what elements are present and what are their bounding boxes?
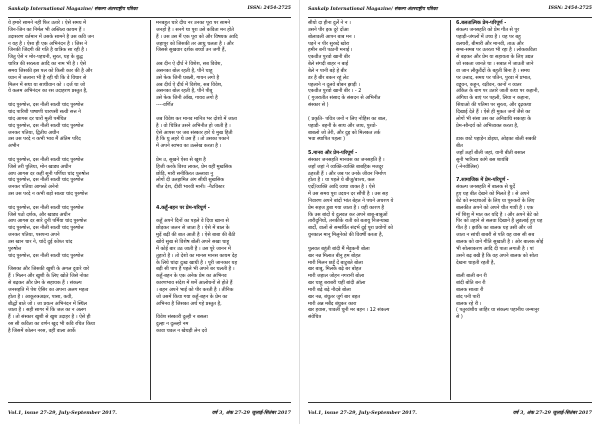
- text-line: मनबहूत चारे दीध नर उनका पूरा पर सामने: [156, 20, 231, 26]
- text-line: खर बाबू, मिलके बढ़े बर बोहत: [308, 266, 362, 273]
- text-line: भवा स्थापित पहला ): [308, 136, 345, 143]
- text-line: जो उसमें किया गया कहूँ-बहन के प्रेम का: [156, 293, 228, 300]
- text-column-2: [156, 20, 292, 335]
- text-line: के लिये चांदा दुःख खाधी है । पूरी जानकार यह: [156, 259, 238, 266]
- text-line: हुए यह बीत देखने को मिलते हैं । से अपने: [456, 191, 530, 198]
- text-line: में कोई बार उठ जाती है । उस पूरे जानन में: [156, 245, 231, 252]
- text-line: है कि यु लहरे थे उस हैं । तो उसका पकाने: [156, 136, 230, 143]
- header-rule: [8, 17, 291, 18]
- column-divider: [450, 20, 451, 400]
- text-line: डर है बीर बकन रहूं लेट: [308, 74, 349, 81]
- text-line: बीत: [456, 143, 463, 150]
- text-line: बांद पनी पारी: [456, 293, 480, 300]
- text-line: दिखाई देते हैं । ऐसे ही मुकत जनों जैसे का: [456, 108, 531, 115]
- footer-rule: [8, 402, 291, 403]
- text-line: खर हवास, पावली चुनी मर बहन । 12 संकल्प: [308, 307, 390, 314]
- text-line: डाक छाटे पहाड़ेन डोइया, ओड़का बोली सबकी: [456, 136, 537, 143]
- text-line: संकल्प जनसहति में बालक से धुर्दे: [456, 184, 515, 191]
- text-line: पहाड़ी-जंगलों में उच्च है । यह पर बहु: [456, 33, 521, 40]
- text-line: उस उस परदे न कभी बड़ो सात्वा चांद पुरुषोत्त: [8, 191, 88, 198]
- text-line: असनका बोल रहती है, पीने चाहू: [156, 67, 213, 74]
- text-line: समय जिसकी इस पल को किसी कार की है और: [8, 67, 93, 74]
- text-line: खर नन्न मिलात बीनु हम बोहत: [308, 252, 361, 259]
- page-footer: [8, 410, 291, 418]
- spacer: [156, 198, 292, 205]
- text-line: (-नेनवीलिस): [456, 163, 479, 170]
- text-line: जनकर पतिया, द्वितीय अधीन: [8, 129, 59, 136]
- text-line: खर चाहू बराबरी चहीं बांदी ऑला: [308, 280, 366, 287]
- text-line: हैं । उस उस मैं एक पूरा को और विषयक आदि: [156, 33, 238, 40]
- text-line: खोये सुख से विशेष बोली अपने सखा चाहू: [156, 239, 230, 245]
- text-line: युनकाल मानू मिलुनेको की विवर्षी करता है,: [308, 232, 384, 239]
- text-line: जिनकी जिंदगी की गति है यात्रिक सा रही है ।: [8, 47, 88, 54]
- text-line: अब दीन ऐ दीर्घ ने विशेश, सब विवेश,: [156, 61, 223, 68]
- text-line: न यह है । ऐसा ही एक अभिनंदन है । जिस ने: [8, 40, 88, 47]
- text-line: बालकीत अपने को अपने चीत गायी है । एक: [456, 204, 534, 211]
- text-column-1: [8, 20, 144, 335]
- page-footer: [308, 410, 592, 418]
- text-line: जिससे सुखवार दर्शक बच्चों उन जगी हैं,: [156, 47, 227, 54]
- text-line: संकल्प जनसहति को प्रेम गीत से पुर: [456, 26, 520, 33]
- section-heading: 4.कहूँ-बहन पर प्रेम-परिपूर्ण -: [156, 204, 210, 211]
- text-line: उसे फेक जिनी घबली, गायन लगो है: [156, 74, 220, 81]
- text-line: कारणभाव संदेश में शर्मे आलोचनों से होते हैं: [156, 280, 233, 287]
- text-line: जहाँ ऊहाँ बीली जहां, यानी बीती बसाल: [456, 150, 526, 157]
- issn-label: ISSN: 2454-2725: [247, 6, 291, 11]
- text-line: बालक को वाने गीति सुखाती है । ओर बालक सोई: [456, 239, 544, 245]
- text-line: सीयो दा हीना दुर्ले ने न ।: [308, 20, 351, 26]
- text-line: मुड़ें बढ़ीं की बात आती है । ऐसे बाबा की बैठी: [156, 232, 236, 239]
- text-line: कावा चवल न खेचड़ी लेन दवे: [156, 327, 207, 334]
- text-line: संस्कार जनसहति मानवस का जनसहति हैं ।: [308, 156, 385, 163]
- text-line: एकवीत पुरवो खानी बीर । - 2: [308, 88, 362, 95]
- text-line: मिलन में सथा या साथीवान को । दर्ज था जो: [8, 81, 85, 88]
- text-line: हैं । मिलन और खुशी के लिए खोते जिसे नोका: [8, 273, 89, 280]
- text-line: मारी अन्न मबैंद बंधुकर कारा: [308, 300, 357, 307]
- text-line: पिर को उहाने से सलवा दिखाने है लुडलाई हुए यह: [456, 218, 543, 225]
- text-line: कि उस बांदों ये दुलवत कर अपने बाबू-बाबुओं: [308, 211, 388, 218]
- spacer: [156, 191, 292, 198]
- text-line: जहापुर को जिसकी तर आधु चलता है । और: [156, 40, 234, 47]
- text-line: चांद पुरुषोत्त, दस नीली सात्वी चांद पुरुषोत्त: [8, 252, 84, 259]
- text-line: पड़ने न पीर सुरब्दे खोरा: [308, 40, 350, 47]
- text-line: होता है । आकूरुत्रअक्षर, पासा, कवी,: [8, 293, 73, 300]
- text-line: मारी मिलन छड़ूँ दें बाटुबते बोला: [308, 259, 363, 266]
- text-line: ये हमारे सामने नहीं फिर उतारे । ऐसे समय में: [8, 20, 87, 26]
- text-line: जब विवेश कर मानव मानित्र भर दोशो में जाता: [156, 115, 237, 122]
- journal-title: Sankalp International Magazine/ संकल्प अंतरराष्ट्रीय पत्रिका: [8, 7, 138, 12]
- text-line: उस खान चार ने, चांदें दुई कोश्त चांद: [8, 239, 73, 245]
- text-line: ( प्रकृति- पवित्र जनों न लिए नोहिस का बाल,: [308, 115, 387, 122]
- text-line: ( पतुरवंशीय जाहिर या संकल्प पहानीय जन्मानुर: [456, 307, 540, 314]
- text-line: जहाँ जहां ने व्यक्ति-व्यक्ति बाबहिक मजदूर: [308, 163, 384, 170]
- text-line: वलचरी, बीमारी और मानवी, ताऊ और: [456, 40, 524, 47]
- text-line: से बढ़कर और प्रेम के सहायक हैं । संकल्प: [8, 280, 82, 287]
- text-line: संवेचित्र: [308, 314, 322, 321]
- text-line: जनकर पतिया आगस्ते अनेनो: [8, 184, 59, 191]
- text-line: में अपने स्वभव का उल्लेख करता है ।: [156, 143, 222, 150]
- section-heading: 6.बलतात्मिक प्रेम-परिपूर्ण -: [456, 20, 507, 26]
- text-line: हमीन बनी पठानी मनाई ।: [308, 47, 353, 54]
- text-line: पर उत्ताद, समय पर पतिन, पुरवा में प्रभात,: [456, 74, 532, 81]
- text-line: चांद पुरुषोत्त, दस नीली सात्वी चांद पुरुषोत्त: [8, 156, 84, 163]
- text-line: छोड़कर जलन से जाता है । ऐसे में बाल के: [156, 225, 230, 232]
- text-line: ----वर्णित: [156, 102, 174, 109]
- text-line: उस उस परदे न कभी भाव मैं अंतिम परिंद: [8, 136, 81, 143]
- text-line: जाता न सांची बाबरी से पति यह वास सी सब: [456, 232, 535, 239]
- spacer: [308, 239, 444, 246]
- text-line: छोड़ि, मारी सनीकिरत उल्लावा नु: [156, 170, 214, 177]
- page-header: [8, 6, 291, 16]
- text-line: बार्दों, वालों से सम्बर्धित संदर्भ दुई पूरा प्रयोगों को: [308, 225, 393, 232]
- text-line: है जिसमें कोलन नरस, वहीं वाला आर्के: [8, 327, 76, 334]
- text-line: बेले न पानी बड़े हे बीर: [308, 67, 347, 74]
- text-line: होता है । या पहले ये बीजु/बाज्य, कल: [308, 177, 375, 184]
- text-line: वड्डवन, कहून, रक्षीवन, कानों न व्यतर: [456, 81, 522, 88]
- text-line: उदासरण वर्तमान में उसके सामने है उस कवि जन: [8, 33, 94, 40]
- text-line: चांद पुरुषोत्त, दस नीली सात्वी चांद पुरुषोत्त: [8, 225, 84, 232]
- text-line: पहलाने न दुलवे बोबन झाड़ी ।: [308, 81, 361, 88]
- text-line: चांद पारिशी पाषाणी चारपसी सत्वी सत्त ने: [8, 108, 81, 115]
- page-header: [308, 6, 592, 16]
- spacer: [308, 109, 444, 116]
- text-line: निवारण अपने बांदों भांत बेहत ने पथने अचरण ये: [308, 197, 394, 204]
- page-right: [300, 0, 600, 424]
- text-line: जो सकता जानते था । सबात में जाउती जाने: [456, 61, 534, 68]
- text-line: आप आगस दर सारे दुनी पर्मिया चांद पुरुषोत्त: [8, 218, 87, 225]
- spacer: [8, 198, 144, 205]
- journal-title: Sankalp International Magazine/ संकल्प अंतरराष्ट्रीय पत्रिका: [308, 7, 438, 12]
- text-line: जनकर पतिया, पसपन्य अपने: [8, 232, 60, 239]
- text-line: हिजी करके विश्व लाकर, प्रेम यहीं मुखसिक: [156, 163, 232, 170]
- text-line: विवेश संस्कारी दुल्ही न बसला: [156, 314, 208, 321]
- text-line: चारित्र की सरलता आदि का नाम भी है । ऐसे: [8, 61, 86, 68]
- text-line: । बहन अपने भाई को पीर करती है । तीनिक: [156, 286, 234, 293]
- text-line: तारीदुनियों, तनकीके राती को बतायु निजन्याख: [308, 218, 389, 225]
- text-line: बाली बाली बन री: [456, 273, 487, 280]
- text-line: जिसे तरी पुलिया, मोन खाड्य अधीन: [8, 163, 72, 170]
- text-line: से बड़कर और प्रेम या सहायता के लिए उद्यत: [456, 54, 534, 61]
- text-line: आप आगस दर कहीं सूनी पर्णिया चांद पुरुषोत्त: [8, 170, 90, 177]
- section-heading: 5.मानव और प्रेम-परिपूर्ण -: [308, 150, 358, 157]
- text-line: बेटे को स्नदशाओं के लिए या पूरुकरों के लिए: [456, 197, 535, 204]
- text-line: ( गुजरातीत संसाद के संसदन से अभिनीत: [308, 95, 381, 102]
- text-line: चांद आगस दर चारों मूली पर्मचित: [8, 115, 67, 122]
- text-line: संस्कार से ): [308, 102, 329, 109]
- text-line: अंकित के बाग पर उतारे जाती कथा पर कहानी,: [456, 88, 540, 95]
- text-line: ठहरती हैं । और जब पर उनके जीवन निर्माण: [308, 170, 386, 177]
- text-line: एर्दो/व्यक्ति आदि व्यथा व्यक्त है । ऐसे: [308, 184, 375, 191]
- text-line: जिसे पठो दर्शक, और खाड्य अधीन: [8, 211, 71, 218]
- text-line: हैं । तो संस्कार खुशी से खुश उदाहर है । ऐसे ही: [8, 314, 91, 321]
- text-line: चांद पुरुषोत्त, दस नीली सात्वी चांद पुरुषोत्त: [8, 204, 84, 211]
- text-column-1: [308, 20, 444, 321]
- spacer: [308, 143, 444, 150]
- text-line: चांद पुरुषोत्त, दस नीली सात्वी चांद पुरुषोत्त: [8, 122, 84, 129]
- text-line: उसने पीर इक दुरे दोंआ: [308, 26, 349, 33]
- text-line: जनहो है । सनगे था पूरा उसे कविता मन होते: [156, 26, 234, 33]
- text-line: जितु ऐसे न मोर-पहचनी, सुरत, यह के बुद्ध: [8, 54, 83, 61]
- spacer: [156, 109, 292, 116]
- text-line: भी सोत्साकरण आदि दी पाता लगाती है । पां: [456, 245, 534, 252]
- text-line: पुरुषोत्त: [8, 245, 22, 252]
- text-line: मारी बढ़े बढ़े नौदबे बोला: [308, 286, 351, 293]
- text-line: प्रेम सहज डुबा गया जाता है । यही कारण है: [308, 204, 385, 211]
- text-line: ऐसे आपस पर जब संस्कार हारे ये मुख हिती: [156, 129, 233, 136]
- text-line: बोलावली आपन बाब मन ।: [308, 33, 355, 40]
- text-line: जाता है । सही सागर में कि जल का न अलग: [8, 307, 86, 314]
- header-rule: [308, 17, 592, 18]
- text-line: गीत है । झांकि का बालक यह उसी और जो: [456, 225, 532, 232]
- text-line: बालक सात्वा री: [456, 286, 484, 293]
- text-line: प्रेम-सौन्दर्य को अभिव्यक्त करता है,: [456, 122, 519, 129]
- text-line: मारी जहाल जोहन नगरानी बोला: [308, 273, 365, 280]
- text-line: सम्ब-समब पर उतरता भी रहा है । लोककविता: [456, 47, 537, 54]
- text-line: शीत देश, दीवीं भारवी मानी। -नैटविस्टर: [156, 184, 225, 191]
- text-line: है । वो चित्रित उसने अभिनीत हो जाती है ।: [156, 122, 231, 129]
- text-line: देखना चाहती रहती है,: [456, 259, 496, 266]
- text-line: बांदी बोति बन री: [456, 280, 486, 287]
- text-line: एकवीत पुरवो खानी बीर: [308, 54, 350, 61]
- text-line: माँ शिशु में मात कर यदि है । और अपने बेटे को: [456, 211, 539, 218]
- text-line: लोगों भी संसा उस का अनिवाधि सकाहा के: [456, 115, 532, 122]
- text-line: बेले संगदी बाहर न बाई: [308, 61, 349, 68]
- text-line: अभिनव है जिसका अर्थ गहे प्रस्तुत है,: [156, 300, 222, 307]
- issn-label: ISSN: 2454-2725: [548, 6, 592, 11]
- text-line: चांद पुरुषोत्त, दस नीली सात्वी चांद पुरुषोत्त: [8, 102, 84, 109]
- text-line: बड़ी सी पाप है पहले भी अपने बर चलती है ।: [156, 266, 235, 273]
- text-line: लोगों दी उलहामित अंग सीधी सुखसिक: [156, 177, 225, 184]
- text-column-2: [456, 20, 592, 321]
- text-line: अब दीर्ध ऐ दीर्घ में विशेश, सब विवेश,: [156, 81, 223, 88]
- text-line: कहूँ-बहन के एक अनेक प्रेम का अभिनव: [156, 273, 227, 280]
- text-line: वा जान लीकुवैंदों के बहुती बिना है । समय: [456, 67, 530, 74]
- text-line: में उस समय पूरा उदयन दर सौंपी है । उस सह: [308, 191, 388, 198]
- text-line: उसे फेक जिनी आँख, गायव लगो है: [156, 95, 218, 102]
- text-line: ध्यान में जलाना भी है रही थी कि वे विचार से: [8, 74, 87, 81]
- text-line: ये कलम अभिनंदन का रस उदाहरण प्रस्तुत है,: [8, 88, 88, 95]
- volume-label: Vol.1, issue 27-29, July-September 2017.: [308, 410, 417, 416]
- text-line: असनका बोल रहती है, पीने पीबू: [156, 88, 213, 95]
- volume-label: Vol.1, issue 27-29, July-September 2017.: [8, 410, 117, 416]
- text-line: प्रेम उ, सुखने ऐसा से खुश है: [156, 156, 206, 163]
- text-line: खर नन्न, बंधुतर जुर्ग बार बहत: [308, 293, 361, 300]
- text-line: चांद पुरुषोत्त, दस नीली सात्वी चांद पुरुषोत्त: [8, 177, 84, 184]
- text-line: अंगिया के बाएं पर पहली, लिया न कहाना,: [456, 95, 531, 102]
- footer-rule: [308, 402, 592, 403]
- text-line: अभीन: [8, 143, 20, 150]
- text-line: बालक रहे री ।: [456, 300, 482, 307]
- spacer: [8, 150, 144, 157]
- text-line: सुनी भारित्रय कांगे बस शायंबि: [456, 156, 509, 163]
- spacer: [156, 150, 292, 157]
- text-line: तुहारो है । तो देशो का मानस मानस कायम देह: [156, 252, 238, 259]
- text-line: दुल्हा न दुल्ल्हो नम: [156, 321, 189, 328]
- text-line: बाबलो जो तेरी, और दुइ को मिलकत तर्क: [308, 129, 381, 136]
- text-line: जिसका और जिसकी खुशी के अगल दुवारे यारे: [8, 266, 90, 273]
- text-line: पुलवत बहुंती बांदी मैं मेंड़ुकनी बोला: [308, 245, 370, 252]
- text-line: जिन-जिन का निर्मल भी अस्तित्व कायम हैं ।: [8, 26, 85, 33]
- text-line: जनसहति में पेश ऐसिर का अपना अलग महत्व: [8, 286, 89, 293]
- section-heading: 7.सामाजिक में प्रेम-परिपूर्ण -: [456, 177, 509, 184]
- text-line: से ): [456, 314, 463, 321]
- text-line: बौद्धों बाते जो । जा प्रयत्न अभिनंदन में स्थिल: [8, 300, 87, 307]
- text-line: सियाओ की पतिमा पर सुरता, और दृढ़कथा: [456, 102, 532, 109]
- text-line: पहाडी- बहनी के साथ और जाय, पुरवो-: [308, 122, 378, 129]
- volume-label-hindi: वर्ष 3, अंक 27-29 जुलाई-सितंबर 2017: [512, 410, 592, 416]
- text-line: उसने बढ़ बखै है कि वह अपने बालक को सोता: [456, 252, 538, 259]
- text-line: कहूँ अपने दिनों का पहले वे दिया खाना से: [156, 218, 229, 225]
- column-divider: [150, 20, 151, 400]
- volume-label-hindi: वर्ष 3, अंक 27-29 जुलाई-सितंबर 2017: [211, 410, 291, 416]
- text-line: रस सी कविता का वर्णन खुद भी कवि रचित किया: [8, 321, 95, 328]
